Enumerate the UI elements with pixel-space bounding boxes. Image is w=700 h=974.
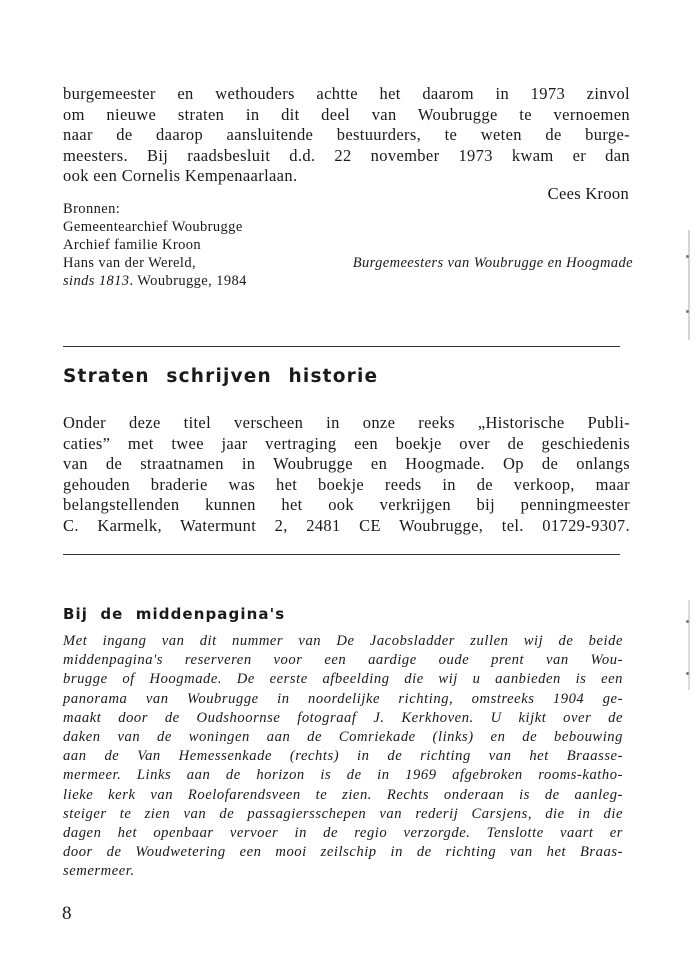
source-title: Burgemeesters van Woubrugge en Hoogmade: [352, 255, 633, 271]
text-line: dagen het openbaar vervoer in de regio verzorgde. Tenslotte vaart er: [63, 825, 623, 842]
text-line: lieke kerk van Roelofarendsveen te zien. Rechts onderaan is de aanleg-: [63, 786, 623, 803]
text-line: mermeer. Links aan de horizon is de in 1969 afgebroken rooms-katho-: [63, 767, 623, 784]
author-signature: Cees Kroon: [547, 184, 629, 203]
text-line: C. Karmelk, Watermunt 2, 2481 CE Woubrugge, tel. 01729-9307.: [63, 515, 630, 535]
scan-speck: [686, 672, 689, 675]
sources-heading: Bronnen:: [63, 201, 121, 217]
source-item: [63, 272, 633, 290]
page-number: 8: [62, 903, 72, 924]
section-title: Bij de middenpagina's: [63, 605, 286, 623]
text-line: meesters. Bij raadsbesluit d.d. 22 november 1973 kwam er dan: [63, 145, 630, 165]
scan-speck: [686, 620, 689, 623]
section-divider: [63, 346, 620, 347]
text-line: naar de daarop aansluitende bestuurders, te weten de burge-: [63, 125, 630, 145]
source-publication: . Woubrugge, 1984: [129, 273, 247, 289]
scan-speck: [686, 255, 689, 258]
source-title-cont: sinds 1813: [63, 273, 130, 289]
section-paragraph: [63, 413, 630, 537]
intro-paragraph: [63, 84, 630, 187]
text-line: aan de Van Hemessenkade (rechts) in de richting van het Braasse-: [63, 748, 623, 765]
section-divider: [63, 554, 620, 555]
scan-speck: [686, 310, 689, 313]
scan-edge-mark: [688, 600, 690, 690]
source-item: [63, 254, 633, 272]
text-line: Met ingang van dit nummer van De Jacobsladder zullen wij de beide: [63, 633, 623, 649]
text-line: belangstellenden kunnen het ook verkrijgen bij penningmeester: [63, 495, 630, 515]
italic-paragraph: [63, 632, 623, 882]
text-line: burgemeester en wethouders achtte het daarom in 1973 zinvol: [63, 84, 630, 103]
text-line: Onder deze titel verscheen in onze reeks „Historische Publi-: [63, 413, 630, 432]
source-item: Gemeentearchief Woubrugge: [63, 219, 243, 235]
text-line: caties” met twee jaar vertraging een boekje over de geschiedenis: [63, 433, 630, 453]
text-line: om nieuwe straten in dit deel van Woubrugge te vernoemen: [63, 104, 630, 124]
text-line: daken van de woningen aan de Comriekade (links) en de bebouwing: [63, 729, 623, 746]
sources-list: [63, 200, 633, 290]
source-item: Archief familie Kroon: [63, 237, 202, 253]
text-line: panorama van Woubrugge in noordelijke richting, omstreeks 1904 ge-: [63, 690, 623, 707]
text-line: middenpagina's reserveren voor een aardige oude prent van Wou-: [63, 652, 623, 669]
text-line: ook een Cornelis Kempenaarlaan.: [63, 166, 298, 186]
text-line: van de straatnamen in Woubrugge en Hoogmade. Op de onlangs: [63, 454, 630, 474]
text-line: gehouden braderie was het boekje reeds in de verkoop, maar: [63, 474, 630, 494]
text-line: semermeer.: [63, 863, 135, 880]
text-line: steiger te zien van de passagiersschepen van rederij Carsjens, die in die: [63, 805, 623, 822]
text-line: brugge of Hoogmade. De eerste afbeelding die wij u aanbieden is een: [63, 671, 623, 688]
source-author: Hans van der Wereld,: [63, 255, 196, 271]
section-title: Straten schrijven historie: [63, 366, 379, 387]
text-line: door de Woudwetering een mooi zeilschip in de richting van het Braas-: [63, 844, 623, 861]
text-line: maakt door de Oudshoornse fotograaf J. Kerkhoven. U kijkt over de: [63, 709, 623, 726]
scan-edge-mark: [688, 230, 690, 340]
